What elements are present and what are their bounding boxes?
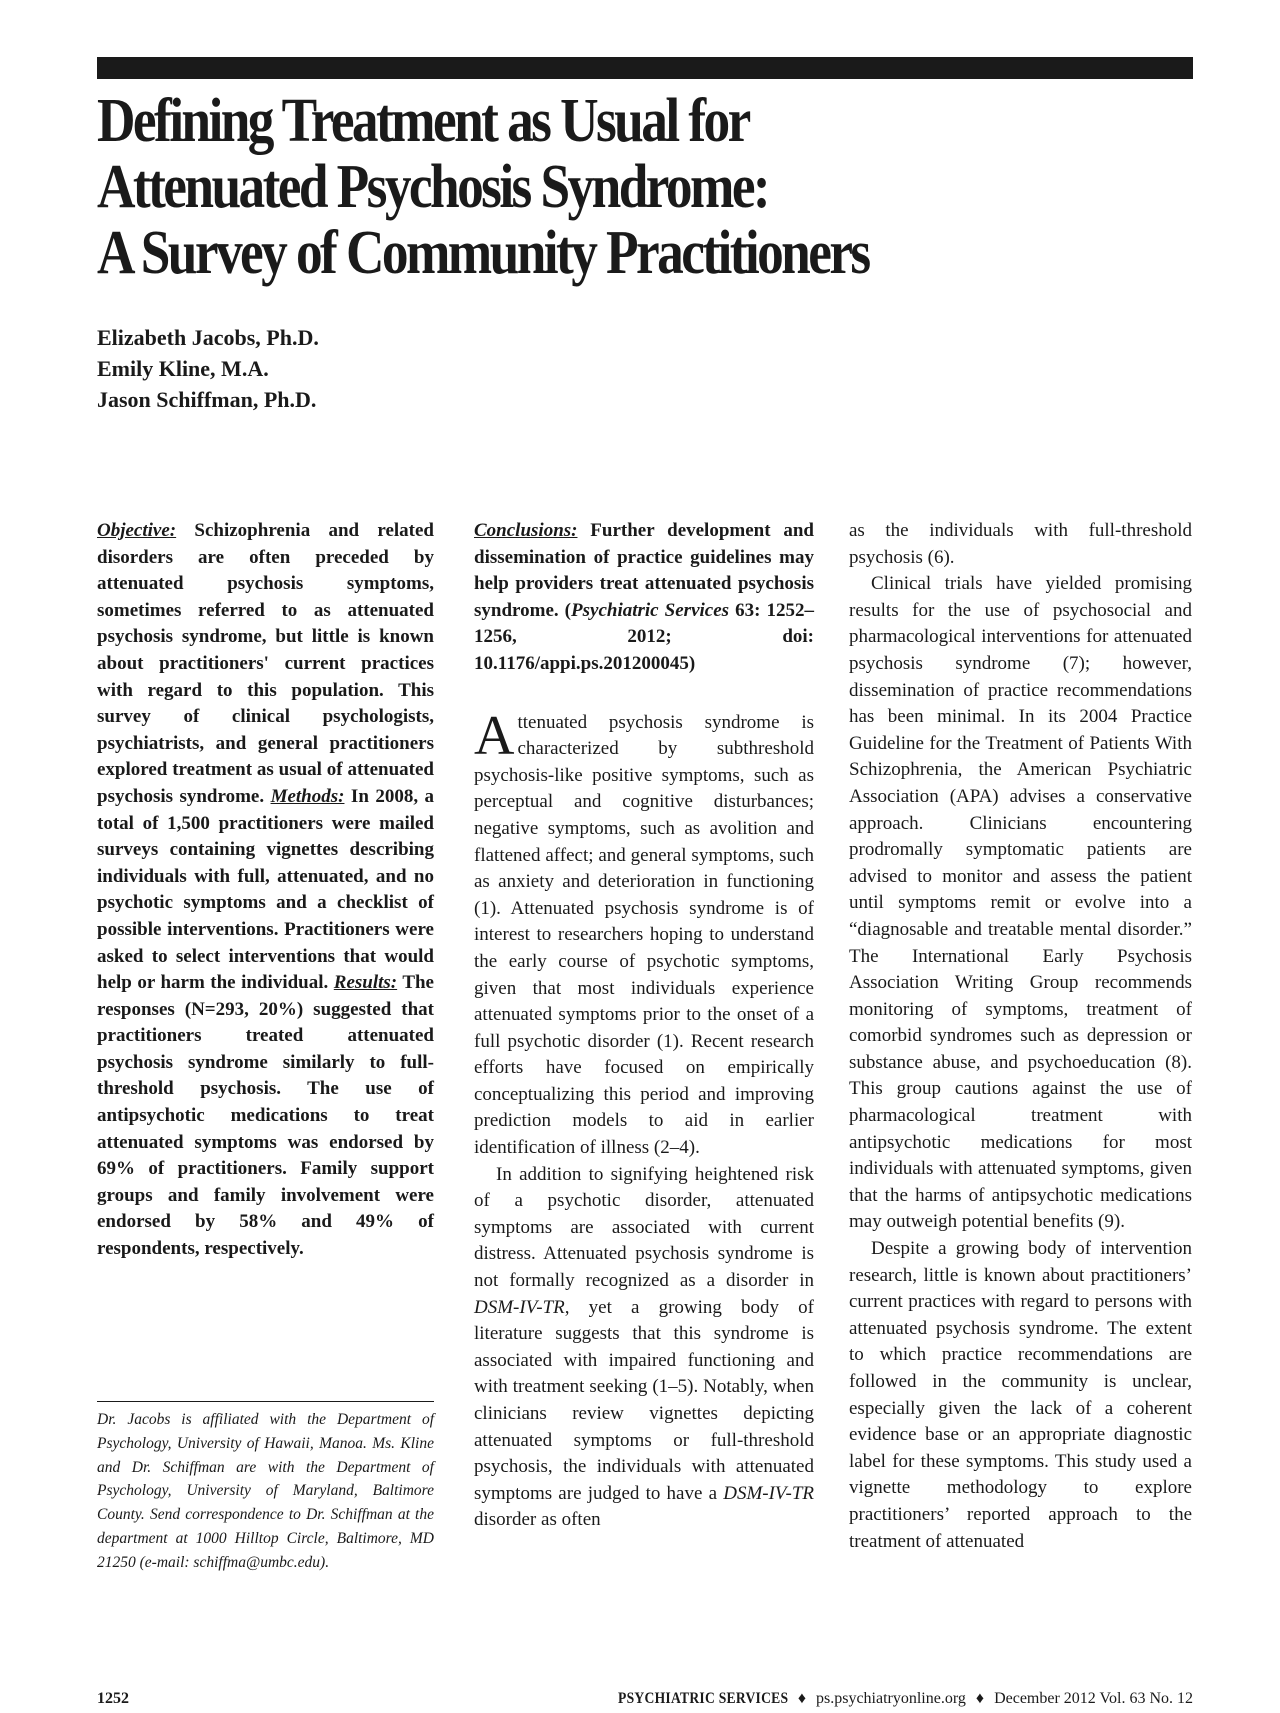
intro-text <box>474 704 814 1534</box>
paragraph-2-text-c: disorder as often <box>474 1509 601 1531</box>
title-line-1: Defining Treatment as Usual for <box>97 87 749 155</box>
paragraph-2-text-a: In addition to signifying heightened risk of a psychotic disorder, attenuated symptoms are associated with current distress. Attenuated psychosis syndrome is not formally recognized as a disorder in <box>474 1163 814 1292</box>
body-paragraph-1 <box>474 704 814 1162</box>
author-1: Elizabeth Jacobs, Ph.D. <box>97 325 319 350</box>
paragraph-1-text: ttenuated psychosis syndrome is characterized by subthreshold psychosis-like positive symptoms, such as perceptual and cognitive disturbances; negative symptoms, such as avolition and flattened affect; and general symptoms, such as anxiety and deterioration in functioning (1). Attenuated psychosis syndrome is of interest to researchers hoping to understand the early course of psychotic symptoms, given that most individuals experience attenuated symptoms prior to the onset of a full psychotic disorder (1). Recent research efforts have focused on empirically conceptualizing this period and improving prediction models to aid in earlier identification of illness (2–4). <box>474 711 814 1159</box>
top-rule <box>97 57 1193 79</box>
objective-text: Schizophrenia and related disorders are often preceded by attenuated psychosis symptoms, sometimes referred to as attenuated psychosis syndrome, but little is known about practitioners' current practices with regard to this population. This survey of clinical psychologists, psychiatrists, and general practitioners explored treatment as usual of attenuated psychosis syndrome. <box>97 520 435 807</box>
abstract-text <box>97 518 434 1263</box>
body-paragraph-2 <box>474 1162 814 1534</box>
article-title <box>97 88 1097 286</box>
methods-text: In 2008, a total of 1,500 practitioners were mailed surveys containing vignettes describing individuals with full, attenuated, and no psychotic symptoms and a checklist of possible interventions. Practitioners were asked to select interventions that would help or harm the individual. <box>97 785 435 994</box>
author-list <box>97 322 319 415</box>
author-affiliation: Dr. Jacobs is affiliated with the Department of Psychology, University of Hawaii, Manoa. Ms. Kline and Dr. Schiffman are with the Department of Psychology, University of Maryland, Baltimore County. Send correspondence to Dr. Schiffman at the department at 1000 Hilltop Circle, Baltimore, MD 21250 (e-mail: schiffma@umbc.edu). <box>97 1401 434 1575</box>
abstract-column <box>97 518 434 1263</box>
footer-citation <box>588 1690 1193 1708</box>
methods-label: Methods: <box>270 785 345 807</box>
body-column-2 <box>474 518 814 1534</box>
diamond-icon: ♦ <box>797 1690 806 1707</box>
results-text: The responses (N=293, 20%) suggested that practitioners treated attenuated psychosis syndrome similarly to full-threshold psychosis. The use of antipsychotic medications to treat attenuated symptoms was endorsed by 69% of practitioners. Family support groups and family involvement were endorsed by 58% and 49% of respondents, respectively. <box>97 972 434 1260</box>
body-column-3 <box>849 518 1192 1555</box>
author-2: Emily Kline, M.A. <box>97 356 269 381</box>
title-line-2: Attenuated Psychosis Syndrome: <box>97 153 769 221</box>
citation-journal: Psychiatric Services <box>571 599 730 621</box>
drop-cap: A <box>474 704 515 767</box>
journal-name: PSYCHIATRIC SERVICES <box>617 1690 788 1707</box>
paragraph-2-text-b: , yet a growing body of literature suggests that this syndrome is associated with impaired functioning and with treatment seeking (1–5). Notably, when clinicians review vignettes depicting attenuated symptoms or full-threshold psychosis, the individuals with attenuated symptoms are judged to have a <box>474 1296 814 1504</box>
dsm-term-2: DSM-IV-TR <box>723 1482 814 1504</box>
conclusions-text: Further development and dissemination of practice guidelines may help providers treat attenuated psychosis syndrome. ( <box>474 520 815 621</box>
diamond-icon: ♦ <box>975 1690 985 1707</box>
conclusions-label: Conclusions: <box>474 520 578 541</box>
conclusions <box>474 518 814 678</box>
objective-label: Objective: <box>97 520 177 541</box>
citation-rest: 63: 1252–1256, 2012; doi: 10.1176/appi.ps.201200045) <box>474 599 814 674</box>
body-paragraph-2-continued: as the individuals with full-threshold psychosis (6). <box>849 520 1192 568</box>
title-line-3: A Survey of Community Practitioners <box>97 219 869 287</box>
results-label: Results: <box>333 972 398 994</box>
body-paragraph-4: Despite a growing body of intervention research, little is known about practitioners’ current practices with regard to persons with attenuated psychosis syndrome. The extent to which practice recommendations are followed in the community is unclear, especially given the lack of a coherent evidence base or an appropriate diagnostic label for these symptoms. This study used a vignette methodology to explore practitioners’ reported approach to the treatment of attenuated <box>849 1238 1192 1552</box>
body-paragraph-3: Clinical trials have yielded promising results for the use of psychosocial and pharmacological interventions for attenuated psychosis syndrome (7); however, dissemination of practice recommendations has been minimal. In its 2004 Practice Guideline for the Treatment of Patients With Schizophrenia, the American Psychiatric Association (APA) advises a conservative approach. Clinicians encountering prodromally symptomatic patients are advised to monitor and assess the patient until symptoms remit or evolve into a “diagnosable and treatable mental disorder.” The International Early Psychosis Association Writing Group recommends monitoring of symptoms, treatment of comorbid syndromes such as depression or substance abuse, and psychoeducation (8). This group cautions against the use of pharmacological treatment with antipsychotic medications for most individuals with attenuated symptoms, given that the harms of antipsychotic medications may outweigh potential benefits (9). <box>849 573 1192 1233</box>
issue-info: December 2012 Vol. 63 No. 12 <box>994 1690 1193 1707</box>
journal-url: ps.psychiatryonline.org <box>815 1690 966 1707</box>
page-number: 1252 <box>97 1690 129 1707</box>
author-3: Jason Schiffman, Ph.D. <box>97 387 317 412</box>
dsm-term-1: DSM-IV-TR <box>474 1296 565 1318</box>
